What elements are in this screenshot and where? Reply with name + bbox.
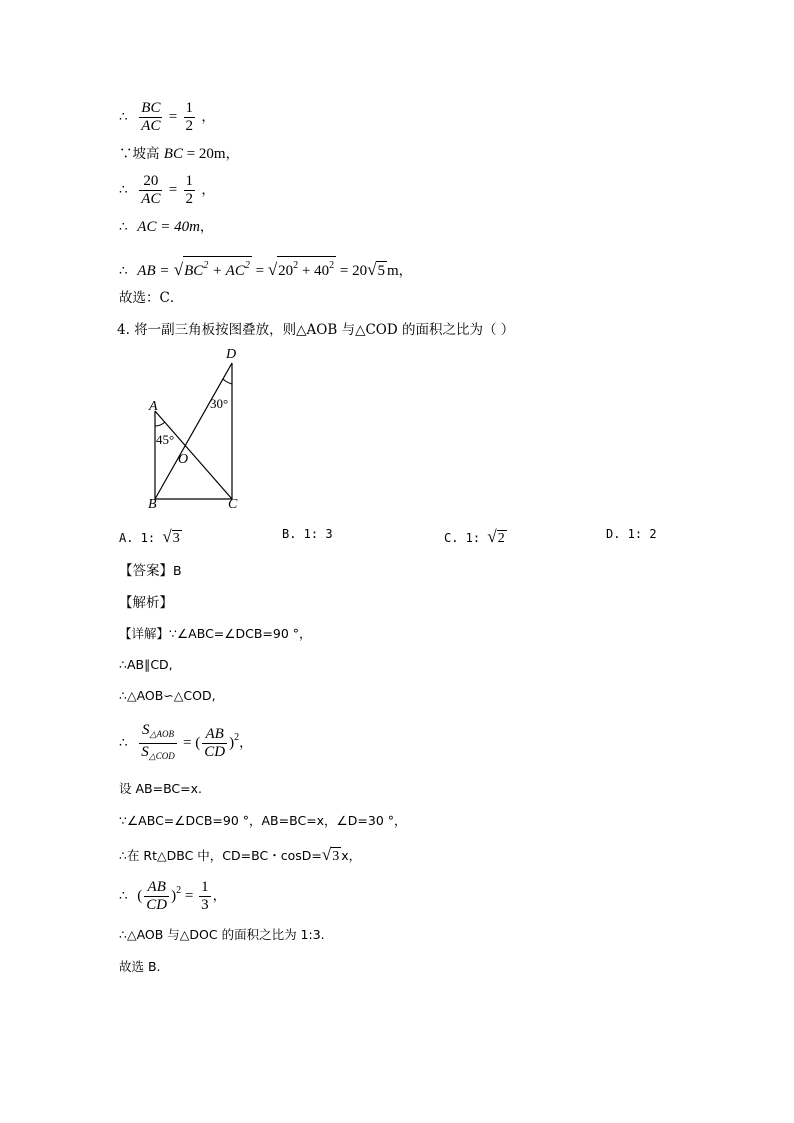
detail-line-1: 【详解】∵∠ABC=∠DCB=90 °， [119, 626, 312, 641]
detail-line-2: ∴AB∥CD, [119, 657, 173, 672]
option-c[interactable]: C. 1: √2 [444, 527, 505, 546]
solution-line-ratio: ∴ $\frac{BC}{AC}$ = $\frac{1}{2}$ ， [119, 100, 215, 134]
fraction-20-ac: $\frac{20}{AC}$ [141, 173, 161, 207]
detail-line-7: ∴在 Rt△DBC 中，CD=BC・cosD=√3 x， [119, 845, 362, 864]
label-d: D [226, 347, 237, 362]
fraction-ab-cd-2: $\frac{AB}{CD}$ [146, 879, 168, 913]
sqrt-20-40: $20^2 + 40^2$ [277, 256, 336, 280]
option-a[interactable]: A. 1: √3 [119, 527, 180, 546]
analysis-tag: 【解析】 [119, 595, 173, 611]
solution-line-ac: ∴ AC = 40m， [119, 219, 214, 235]
sqrt-bc-ac: $BC^2 + AC^2$ [183, 256, 252, 280]
label-angle-30: 30° [210, 396, 229, 411]
question-4: 4. 将一副三角板按图叠放，则△AOB 与△COD 的面积之比为（ ） [117, 322, 515, 338]
detail-line-3: ∴△AOB∽△COD, [119, 688, 216, 703]
detail-line-area-ratio: ∴ $\frac{S_{\triangle AOB}}{S_{\triangle COD}}$ = ( $\frac{AB}{CD}$ )$^2$， [119, 722, 253, 765]
answer: 【答案】B [119, 563, 182, 579]
label-b: B [148, 497, 157, 512]
triangle-figure [140, 344, 250, 514]
option-b[interactable]: B. 1: 3 [282, 527, 333, 541]
solution-line-ab: ∴ AB = $√BC^2 + AC^2 = √20^2 + 40^2 = 20√5$ m， [119, 256, 412, 280]
detail-line-9: ∴△AOB 与△DOC 的面积之比为 1:3. [119, 927, 325, 942]
solution-choice: 故选：C． [119, 290, 184, 306]
fraction-one-half-2: $\frac{1}{2}$ [185, 173, 194, 207]
detail-line-ratio-square: ∴ ( $\frac{AB}{CD}$ )$^2$ = $\frac{1}{3}$ ， [119, 879, 227, 913]
label-c: C [228, 497, 238, 512]
fraction-ab-cd: $\frac{AB}{CD}$ [204, 726, 226, 760]
solution-line-ratio-20: ∴ $\frac{20}{AC}$ = $\frac{1}{2}$ ， [119, 173, 215, 207]
option-d[interactable]: D. 1: 2 [606, 527, 657, 541]
fraction-area: $\frac{S_{\triangle AOB}}{S_{\triangle COD}}$ [141, 722, 175, 761]
detail-line-5: 设 AB=BC=x. [119, 781, 203, 796]
detail-line-6: ∵∠ABC=∠DCB=90 °，AB=BC=x，∠D=30 °， [119, 813, 407, 828]
sqrt-5: 5 [377, 263, 385, 279]
fraction-bc-ac: $\frac{BC}{AC}$ [141, 100, 161, 134]
detail-line-10: 故选 B. [119, 959, 161, 974]
label-angle-45: 45° [156, 432, 175, 447]
label-a: A [149, 399, 158, 414]
fraction-one-half: $\frac{1}{2}$ [185, 100, 194, 134]
label-o: O [178, 452, 189, 467]
fraction-one-third: $\frac{1}{3}$ [201, 879, 209, 913]
solution-line-slope-height: ∵坡高 BC = 20m， [119, 146, 240, 162]
